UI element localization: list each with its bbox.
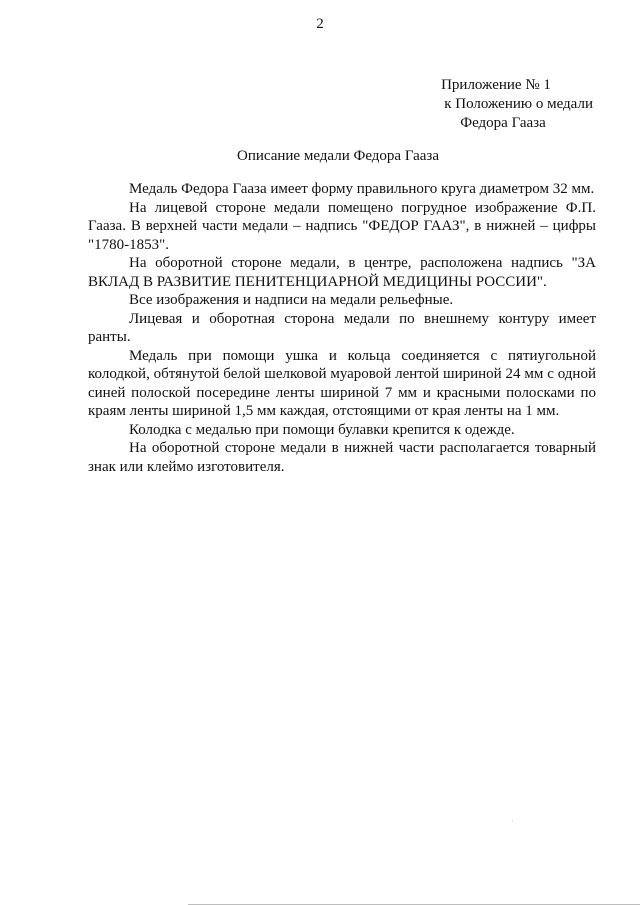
appendix-header [373, 76, 593, 133]
paragraph-relief: Все изображения и надписи на медали рельефные. [129, 292, 454, 308]
paragraph-rim: Лицевая и оборотная сторона медали по внешнему контуру имеет ранты. [88, 310, 596, 345]
paragraph-attachment: Колодка с медалью при помощи булавки крепится к одежде. [129, 421, 515, 438]
document-title: Описание медали Федора Гааза [236, 148, 440, 164]
page-number: 2 [316, 16, 324, 32]
appendix-number: Приложение № 1 [441, 77, 551, 93]
scan-speck [512, 820, 513, 821]
paragraph-obverse: На лицевой стороне медали помещено погрудное изображение Ф.П. Гааза. В верхней части медали – надпись "ФЕДОР ГААЗ", в нижней – цифры "1780-1853". [88, 199, 596, 253]
paragraph-hallmark: На оборотной стороне медали в нижней части располагается товарный знак или клеймо изготовителя. [88, 440, 596, 475]
paragraph-shape: Медаль Федора Гааза имеет форму правильного круга диаметром 32 мм. [129, 181, 595, 197]
paragraph-reverse: На оборотной стороне медали, в центре, расположена надпись "ЗА ВКЛАД В РАЗВИТИЕ ПЕНИТЕНЦИАРНОЙ МЕДИЦИНЫ РОССИИ". [88, 255, 596, 290]
paragraph-ribbon: Медаль при помощи ушка и кольца соединяется с пятиугольной колодкой, обтянутой белой шелковой муаровой лентой шириной 24 мм с одной синей полоской посередине ленты шириной 7 мм и красными полосками по краям ленты шириной 1,5 мм каждая, отстоящими от края ленты на 1 мм. [88, 347, 596, 419]
document-body [88, 180, 596, 476]
appendix-name: Федора Гааза [460, 115, 546, 131]
appendix-reference: к Положению о медали [444, 96, 593, 112]
